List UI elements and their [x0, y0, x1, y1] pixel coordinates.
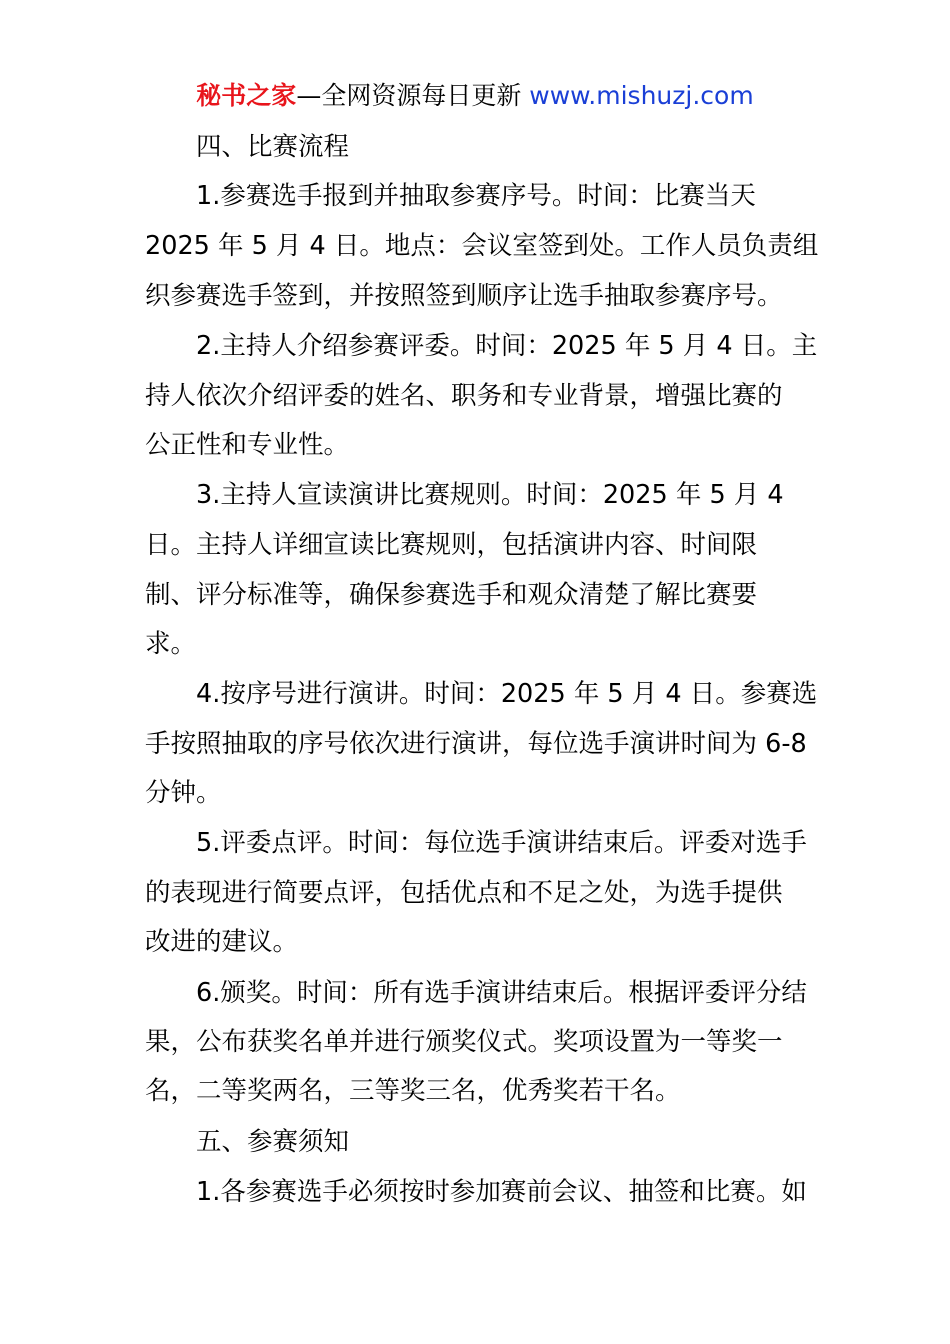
paragraph-line: 手按照抽取的序号依次进行演讲，每位选手演讲时间为 6-8 [145, 729, 807, 759]
site-header [0, 76, 950, 116]
paragraph-line: 日。主持人详细宣读比赛规则，包括演讲内容、时间限 [145, 530, 758, 560]
brand-name: 秘书之家 [196, 81, 297, 110]
paragraph-line: 改进的建议。 [145, 927, 299, 957]
paragraph-line: 3.主持人宣读演讲比赛规则。时间：2025 年 5 月 4 [196, 480, 784, 510]
paragraph-line: 2.主持人介绍参赛评委。时间：2025 年 5 月 4 日。主 [196, 331, 818, 361]
paragraph-line: 2025 年 5 月 4 日。地点：会议室签到处。工作人员负责组 [145, 231, 819, 261]
paragraph-line: 公正性和专业性。 [145, 430, 350, 460]
paragraph-line: 4.按序号进行演讲。时间：2025 年 5 月 4 日。参赛选 [196, 679, 818, 709]
paragraph-line: 制、评分标准等，确保参赛选手和观众清楚了解比赛要 [145, 580, 758, 610]
paragraph-line: 1.参赛选手报到并抽取参赛序号。时间：比赛当天 [196, 181, 756, 211]
paragraph-line: 的表现进行简要点评，包括优点和不足之处，为选手提供 [145, 878, 783, 908]
paragraph-line: 名，二等奖两名，三等奖三名，优秀奖若干名。 [145, 1076, 681, 1106]
paragraph-line: 5.评委点评。时间：每位选手演讲结束后。评委对选手 [196, 828, 807, 858]
site-url-link[interactable]: www.mishuzj.com [529, 81, 754, 110]
paragraph-line: 求。 [145, 629, 197, 659]
paragraph-line: 6.颁奖。时间：所有选手演讲结束后。根据评委评分结 [196, 978, 807, 1008]
paragraph-line: 分钟。 [145, 778, 222, 808]
section-heading: 四、比赛流程 [196, 132, 350, 162]
paragraph-line: 1.各参赛选手必须按时参加赛前会议、抽签和比赛。如 [196, 1177, 807, 1207]
paragraph-line: 织参赛选手签到，并按照签到顺序让选手抽取参赛序号。 [145, 281, 783, 311]
header-tagline: —全网资源每日更新 [296, 81, 530, 110]
paragraph-line: 持人依次介绍评委的姓名、职务和专业背景，增强比赛的 [145, 381, 783, 411]
section-heading: 五、参赛须知 [196, 1127, 350, 1157]
paragraph-line: 果，公布获奖名单并进行颁奖仪式。奖项设置为一等奖一 [145, 1027, 783, 1057]
